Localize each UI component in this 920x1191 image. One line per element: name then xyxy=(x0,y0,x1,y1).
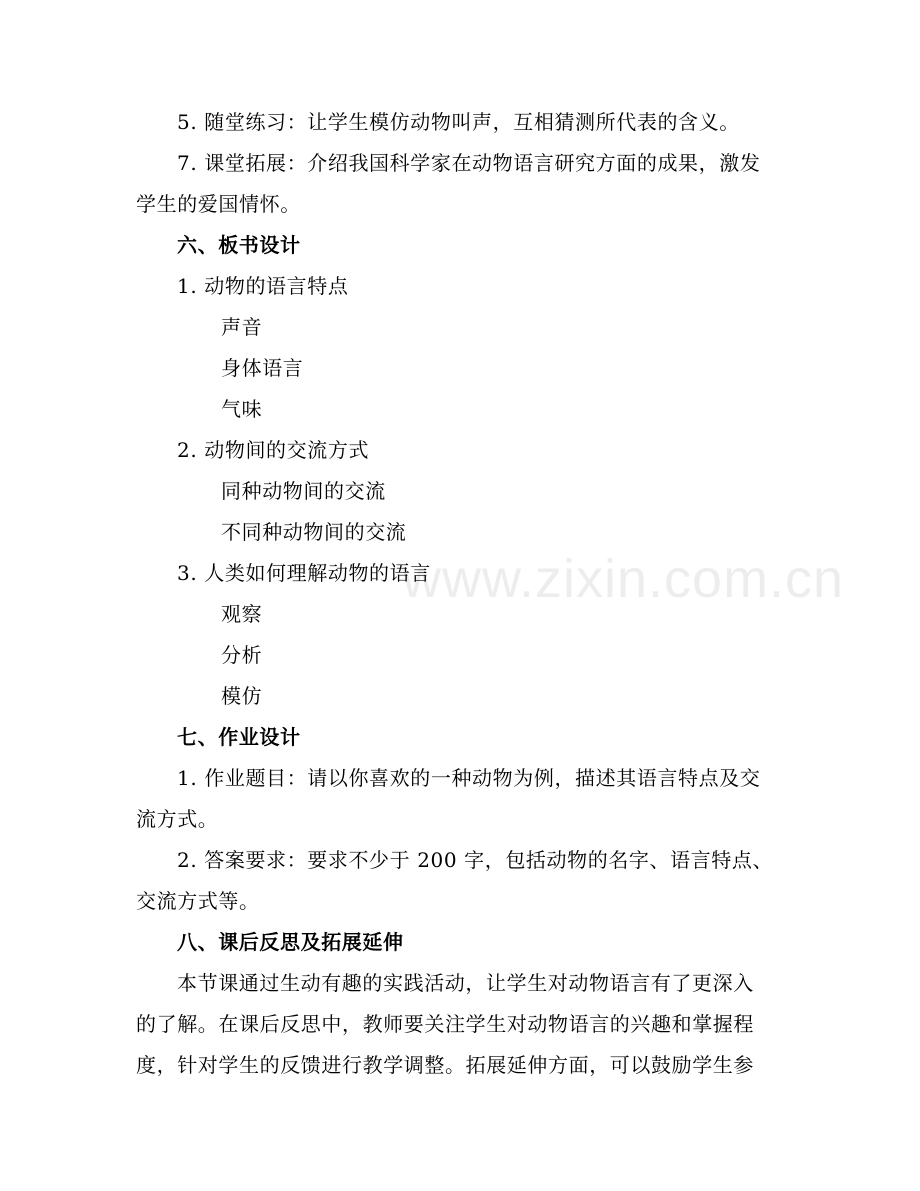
board-subitem: 观察 xyxy=(221,602,263,626)
section-heading-board-design: 六、板书设计 xyxy=(177,233,301,257)
homework-item-1-line1: 1. 作业题目：请以你喜欢的一种动物为例，描述其语言特点及交 xyxy=(177,766,761,790)
board-subitem: 分析 xyxy=(221,643,263,667)
board-subitem: 同种动物间的交流 xyxy=(221,479,386,503)
practice-item: 5. 随堂练习：让学生模仿动物叫声，互相猜测所代表的含义。 xyxy=(177,110,740,134)
board-subitem: 身体语言 xyxy=(221,356,304,380)
reflection-paragraph-line1: 本节课通过生动有趣的实践活动，让学生对动物语言有了更深入 xyxy=(177,971,754,995)
reflection-paragraph-line3: 度，针对学生的反馈进行教学调整。拓展延伸方面，可以鼓励学生参 xyxy=(136,1053,754,1077)
board-item-3: 3. 人类如何理解动物的语言 xyxy=(177,561,431,585)
extension-item-line2: 学生的爱国情怀。 xyxy=(136,192,301,216)
reflection-paragraph-line2: 的了解。在课后反思中，教师要关注学生对动物语言的兴趣和掌握程 xyxy=(136,1012,754,1036)
board-item-2: 2. 动物间的交流方式 xyxy=(177,438,370,462)
section-heading-reflection: 八、课后反思及拓展延伸 xyxy=(177,930,404,954)
watermark: www.zixin.com.cn xyxy=(402,549,845,609)
board-subitem: 气味 xyxy=(221,397,263,421)
homework-item-2-line2: 交流方式等。 xyxy=(136,889,260,913)
extension-item-line1: 7. 课堂拓展：介绍我国科学家在动物语言研究方面的成果，激发 xyxy=(177,151,761,175)
board-subitem: 不同种动物间的交流 xyxy=(221,520,407,544)
section-heading-homework: 七、作业设计 xyxy=(177,725,301,749)
board-subitem: 声音 xyxy=(221,315,263,339)
homework-item-1-line2: 流方式。 xyxy=(136,807,219,831)
homework-item-2-line1: 2. 答案要求：要求不少于 200 字，包括动物的名字、语言特点、 xyxy=(177,848,774,872)
board-subitem: 模仿 xyxy=(221,684,263,708)
board-item-1: 1. 动物的语言特点 xyxy=(177,274,349,298)
